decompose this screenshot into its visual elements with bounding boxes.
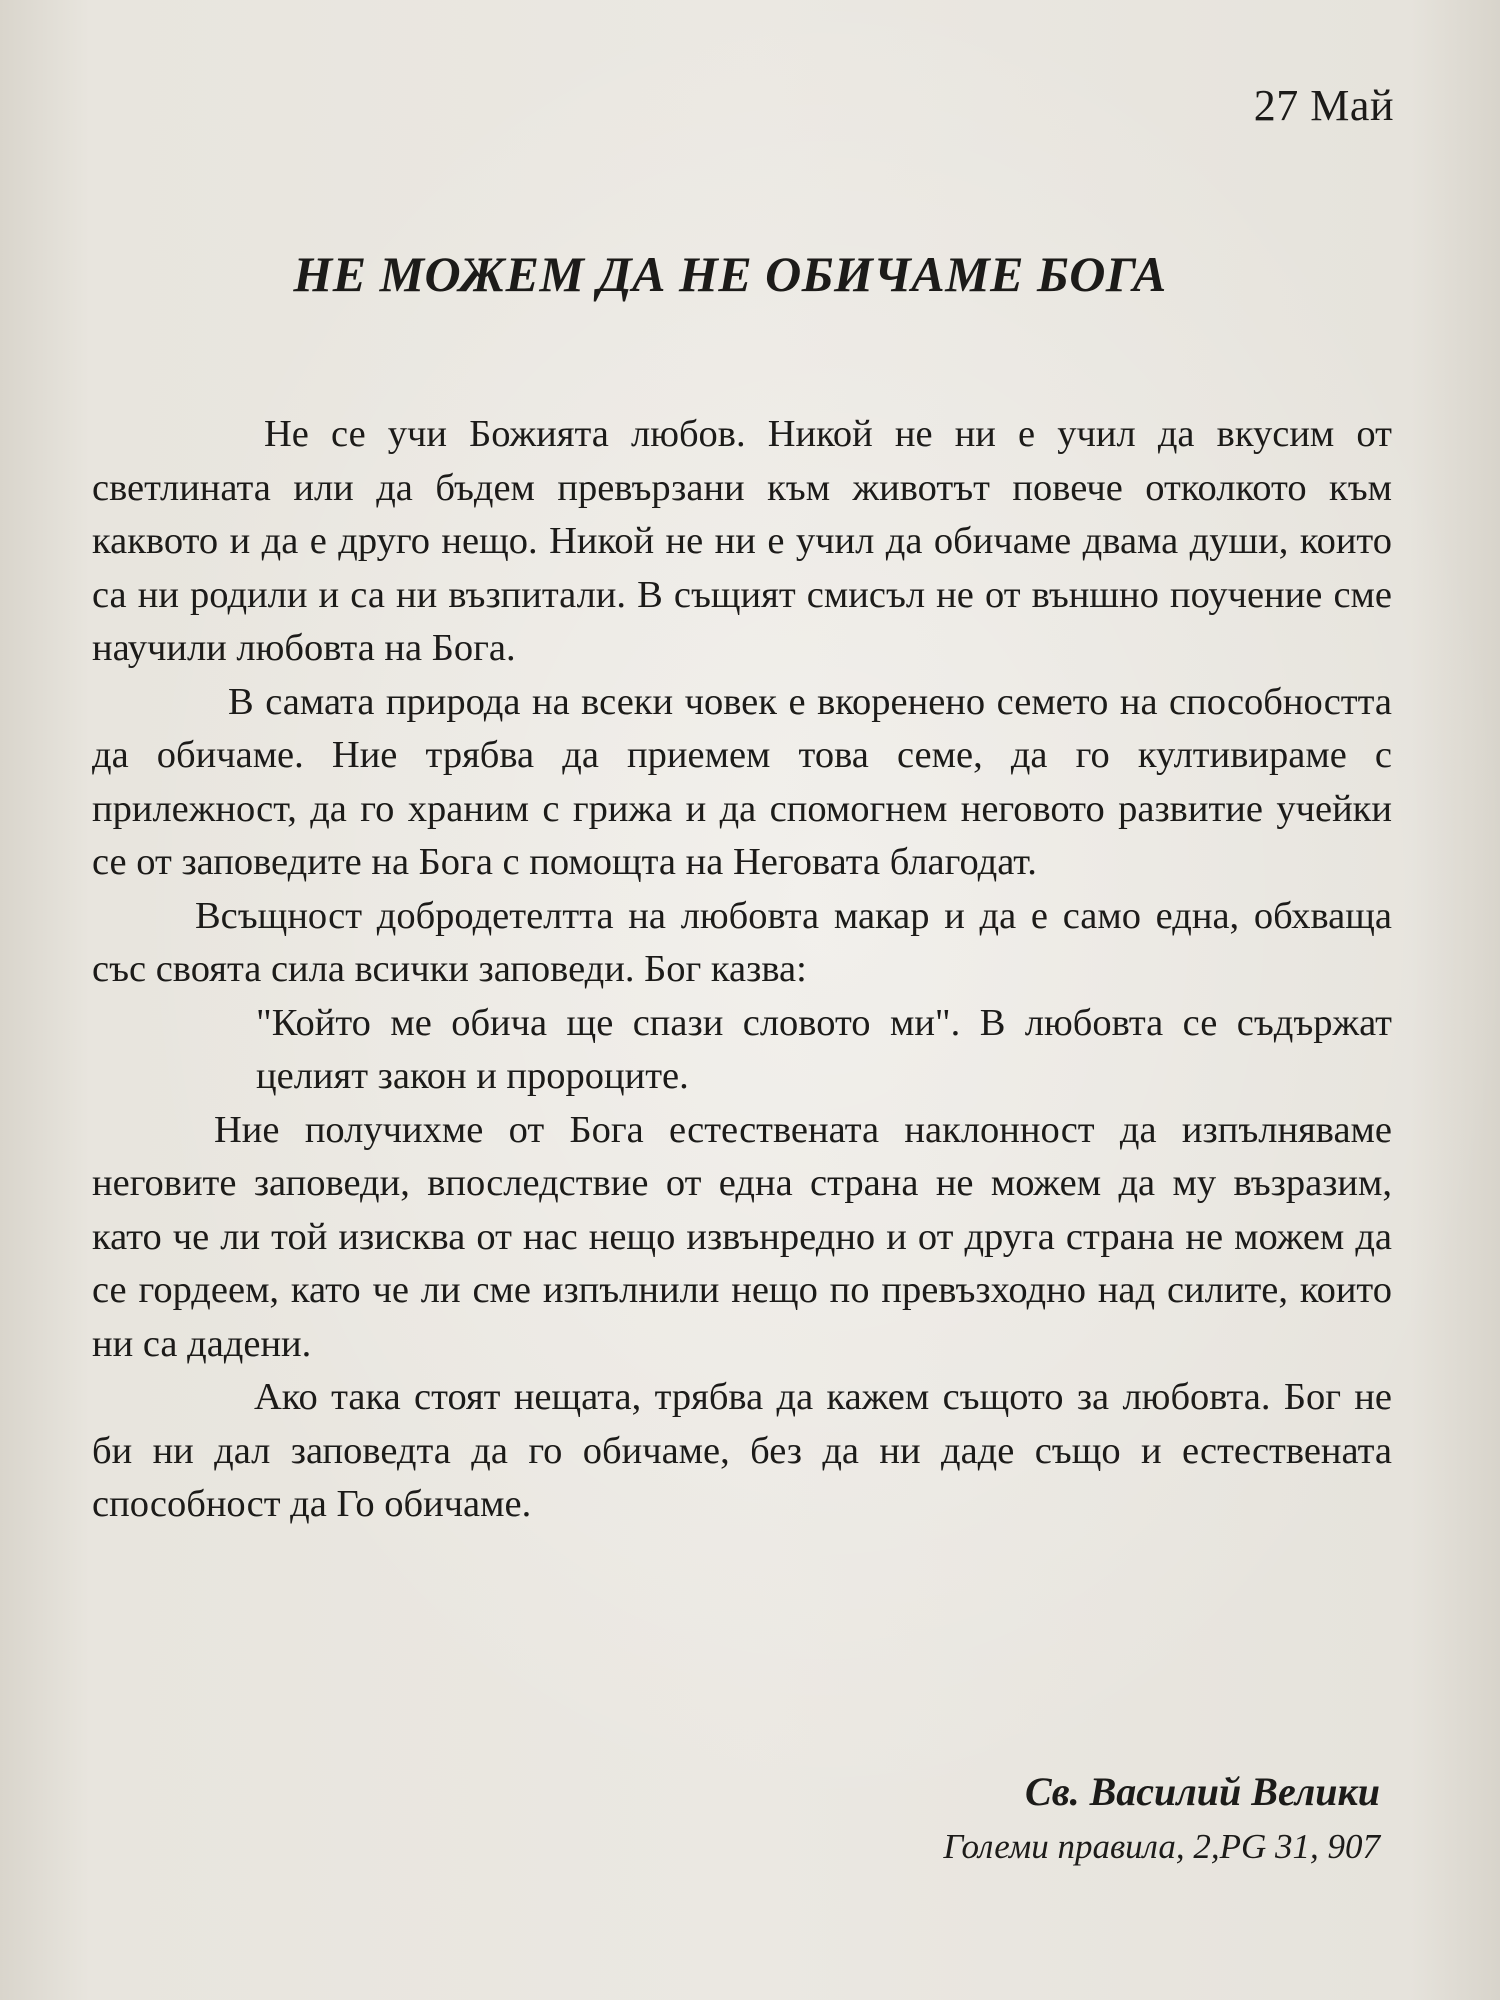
- body-text: [92, 408, 1392, 1532]
- paragraph-2: В самата природа на всеки човек е вкоренено семето на способността да обичаме. Ние трябва да приемем това семе, да го култивираме с прилежност, да го храним с грижа и да спомогнем неговото развитие учейки се от заповедите на Бога с помощта на Неговата благодат.: [92, 680, 1392, 883]
- page-date: 27 Май: [1253, 81, 1394, 130]
- page-title: НЕ МОЖЕМ ДА НЕ ОБИЧАМЕ БОГА: [293, 246, 1167, 302]
- attribution-author: Св. Василий Велики: [1025, 1769, 1380, 1814]
- paragraph-5: Ако така стоят нещата, трябва да кажем същото за любовта. Бог не би ни дал заповедта да го обичаме, без да ни даде също и естествената способност да Го обичаме.: [92, 1376, 1392, 1525]
- paragraph-1: Не се учи Божията любов. Никой не ни е учил да вкусим от светлината или да бъдем превързани към животът повече отколкото към каквото и да е друго нещо. Никой не ни е учил да обичаме двама души, които са ни родили и са ни възпитали. В същият смисъл не от външно поучение сме научили любовта на Бога.: [92, 413, 1392, 669]
- paragraph-3: Всъщност добродетелтта на любовта макар и да е само една, обхваща със своята сила всички заповеди. Бог казва:: [92, 894, 1392, 990]
- paragraph-4: Ние получихме от Бога естествената наклонност да изпълняваме неговите заповеди, впоследствие от една страна не можем да му възразим, като че ли той изисква от нас нещо извънредно и от друга страна не можем да се гордеем, като че ли сме изпълнили нещо по превъзходно над силите, които ни са дадени.: [92, 1108, 1392, 1365]
- attribution-source: Големи правила, 2,PG 31, 907: [943, 1827, 1380, 1866]
- paragraph-3-quote: "Който ме обича ще спази словото ми". В любовта се съдържат целият закон и пророците.: [256, 1001, 1392, 1097]
